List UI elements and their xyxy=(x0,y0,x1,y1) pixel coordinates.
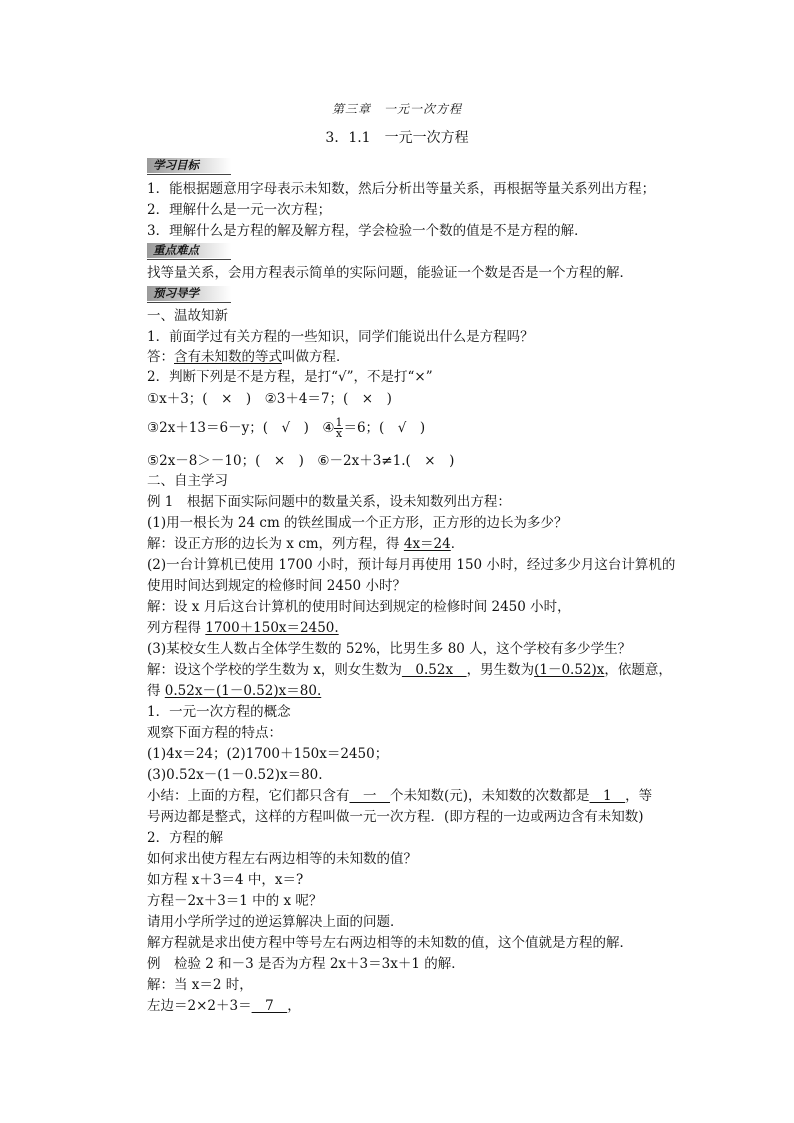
problem-2-line-1: (2)一台计算机已使用 1700 小时，预计每月再使用 150 小时，经过多少月这台计算机的 xyxy=(147,557,676,573)
sol2-suffix: ， xyxy=(287,998,301,1014)
goal-1: 1．能根据题意用字母表示未知数，然后分析出等量关系，再根据等量关系列出方程； xyxy=(147,181,656,197)
problem-3: (3)某校女生人数占全体学生数的 52%，比男生多 80 人，这个学校有多少学生？ xyxy=(147,641,632,657)
problem-3-solution-1 xyxy=(147,661,672,679)
sol2-prefix: 左边＝2×2＋3＝ xyxy=(147,998,252,1014)
problem-1: (1)用一根长为 24 cm 的铁丝围成一个正方形，正方形的边长为多少？ xyxy=(147,515,568,531)
solution-heading: 2．方程的解 xyxy=(147,830,224,846)
solution-example: 例 检验 2 和－3 是否为方程 2x＋3＝3x＋1 的解． xyxy=(147,956,465,972)
solution-step-2 xyxy=(147,997,301,1015)
banner-keypoints: 重点难点 xyxy=(147,243,231,258)
p3-blank-1: 0.52x xyxy=(401,662,467,678)
section-title: 3．1.1 一元一次方程 xyxy=(325,130,469,146)
solution-q1: 如何求出使方程左右两边相等的未知数的值？ xyxy=(147,851,417,867)
concept-observe: 观察下面方程的特点： xyxy=(147,725,282,741)
chapter-title: 第三章 一元一次方程 xyxy=(331,102,462,116)
p3-sol-suffix: ，依题意， xyxy=(604,662,672,678)
concept-eq-2: (3)0.52x－(1－0.52)x＝80. xyxy=(147,767,323,783)
review-q2: 2．判断下列是不是方程，是打“√”，不是打“×” xyxy=(147,369,433,385)
problem-2-line-2: 使用时间达到规定的检修时间 2450 小时？ xyxy=(147,578,406,594)
review-q1: 1．前面学过有关方程的一些知识，同学们能说出什么是方程吗？ xyxy=(147,329,534,345)
frac-den: x xyxy=(335,427,343,440)
summary-suffix: ，等 xyxy=(625,788,653,804)
review-heading: 一、温故知新 xyxy=(147,308,228,324)
review-a1 xyxy=(147,348,350,366)
p3-sol-prefix: 解：设这个学校的学生数为 x，则女生数为 xyxy=(147,662,402,678)
keypoints-text: 找等量关系，会用方程表示简单的实际问题，能验证一个数是否是一个方程的解． xyxy=(147,265,633,281)
p2-sol-prefix: 列方程得 xyxy=(147,620,206,636)
p3-sol2-answer: 0.52x－(1－0.52)x＝80. xyxy=(164,683,322,699)
problem-2-solution-1: 解：设 x 月后这台计算机的使用时间达到规定的检修时间 2450 小时， xyxy=(147,599,571,615)
example-1: 例 1 根据下面实际问题中的数量关系，设未知数列出方程： xyxy=(147,494,511,510)
concept-heading: 1．一元一次方程的概念 xyxy=(147,704,291,720)
p3-sol-mid: ，男生数为 xyxy=(466,662,535,678)
row2-b: ＝6；( √ ) xyxy=(343,420,426,436)
p1-sol-suffix: ． xyxy=(450,536,465,552)
judge-row-1: ①x＋3；( × ) ②3＋4＝7；( × ) xyxy=(147,391,392,407)
p1-sol-answer: 4x＝24 xyxy=(403,536,451,552)
p3-blank-2: (1－0.52)x xyxy=(534,662,605,678)
problem-2-solution-2 xyxy=(147,619,339,637)
goal-2: 2．理解什么是一元一次方程； xyxy=(147,202,332,218)
self-study-heading: 二、自主学习 xyxy=(147,473,228,489)
p3-sol2-prefix: 得 xyxy=(147,683,165,699)
judge-row-3: ⑤2x－8＞－10；( × ) ⑥－2x＋3≠1.( × ) xyxy=(147,453,455,469)
row2-a: ③2x＋13＝6－y；( √ ) ④ xyxy=(147,420,335,436)
judge-row-2 xyxy=(147,418,425,439)
concept-summary-2: 号两边都是整式，这样的方程叫做一元一次方程．(即方程的一边或两边含有未知数) xyxy=(147,809,644,825)
frac-num: 1 xyxy=(335,416,343,429)
a1-suffix: 叫做方程． xyxy=(282,349,350,365)
p2-sol-answer: 1700＋150x＝2450. xyxy=(205,620,339,636)
summary-blank-2: 1 xyxy=(589,788,626,804)
banner-goals: 学习目标 xyxy=(147,158,231,173)
problem-1-solution xyxy=(147,535,464,553)
goal-3: 3．理解什么是方程的解及解方程，学会检验一个数的值是不是方程的解． xyxy=(147,223,588,239)
banner-preview: 预习导学 xyxy=(147,286,231,301)
solution-q2: 如方程 x＋3＝4 中，x＝? xyxy=(147,872,304,888)
summary-blank-1: 一 xyxy=(349,788,390,804)
summary-prefix: 小结：上面的方程，它们都只含有 xyxy=(147,788,350,804)
summary-mid: 个未知数(元)，未知数的次数都是 xyxy=(390,788,590,804)
solution-q3: 方程－2x＋3＝1 中的 x 呢？ xyxy=(147,893,323,909)
problem-3-solution-2 xyxy=(147,682,321,700)
solution-definition: 解方程就是求出使方程中等号左右两边相等的未知数的值，这个值就是方程的解． xyxy=(147,935,633,951)
sol2-blank: 7 xyxy=(251,998,288,1014)
p1-sol-prefix: 解：设正方形的边长为 x cm，列方程，得 xyxy=(147,536,404,552)
a1-answer: 含有未知数的等式 xyxy=(174,349,282,365)
concept-summary-1 xyxy=(147,787,652,805)
a1-prefix: 答： xyxy=(147,349,174,365)
solution-q4: 请用小学所学过的逆运算解决上面的问题． xyxy=(147,914,404,930)
solution-step-1: 解：当 x＝2 时， xyxy=(147,977,253,993)
concept-eq-1: (1)4x＝24；(2)1700＋150x＝2450； xyxy=(147,746,389,762)
